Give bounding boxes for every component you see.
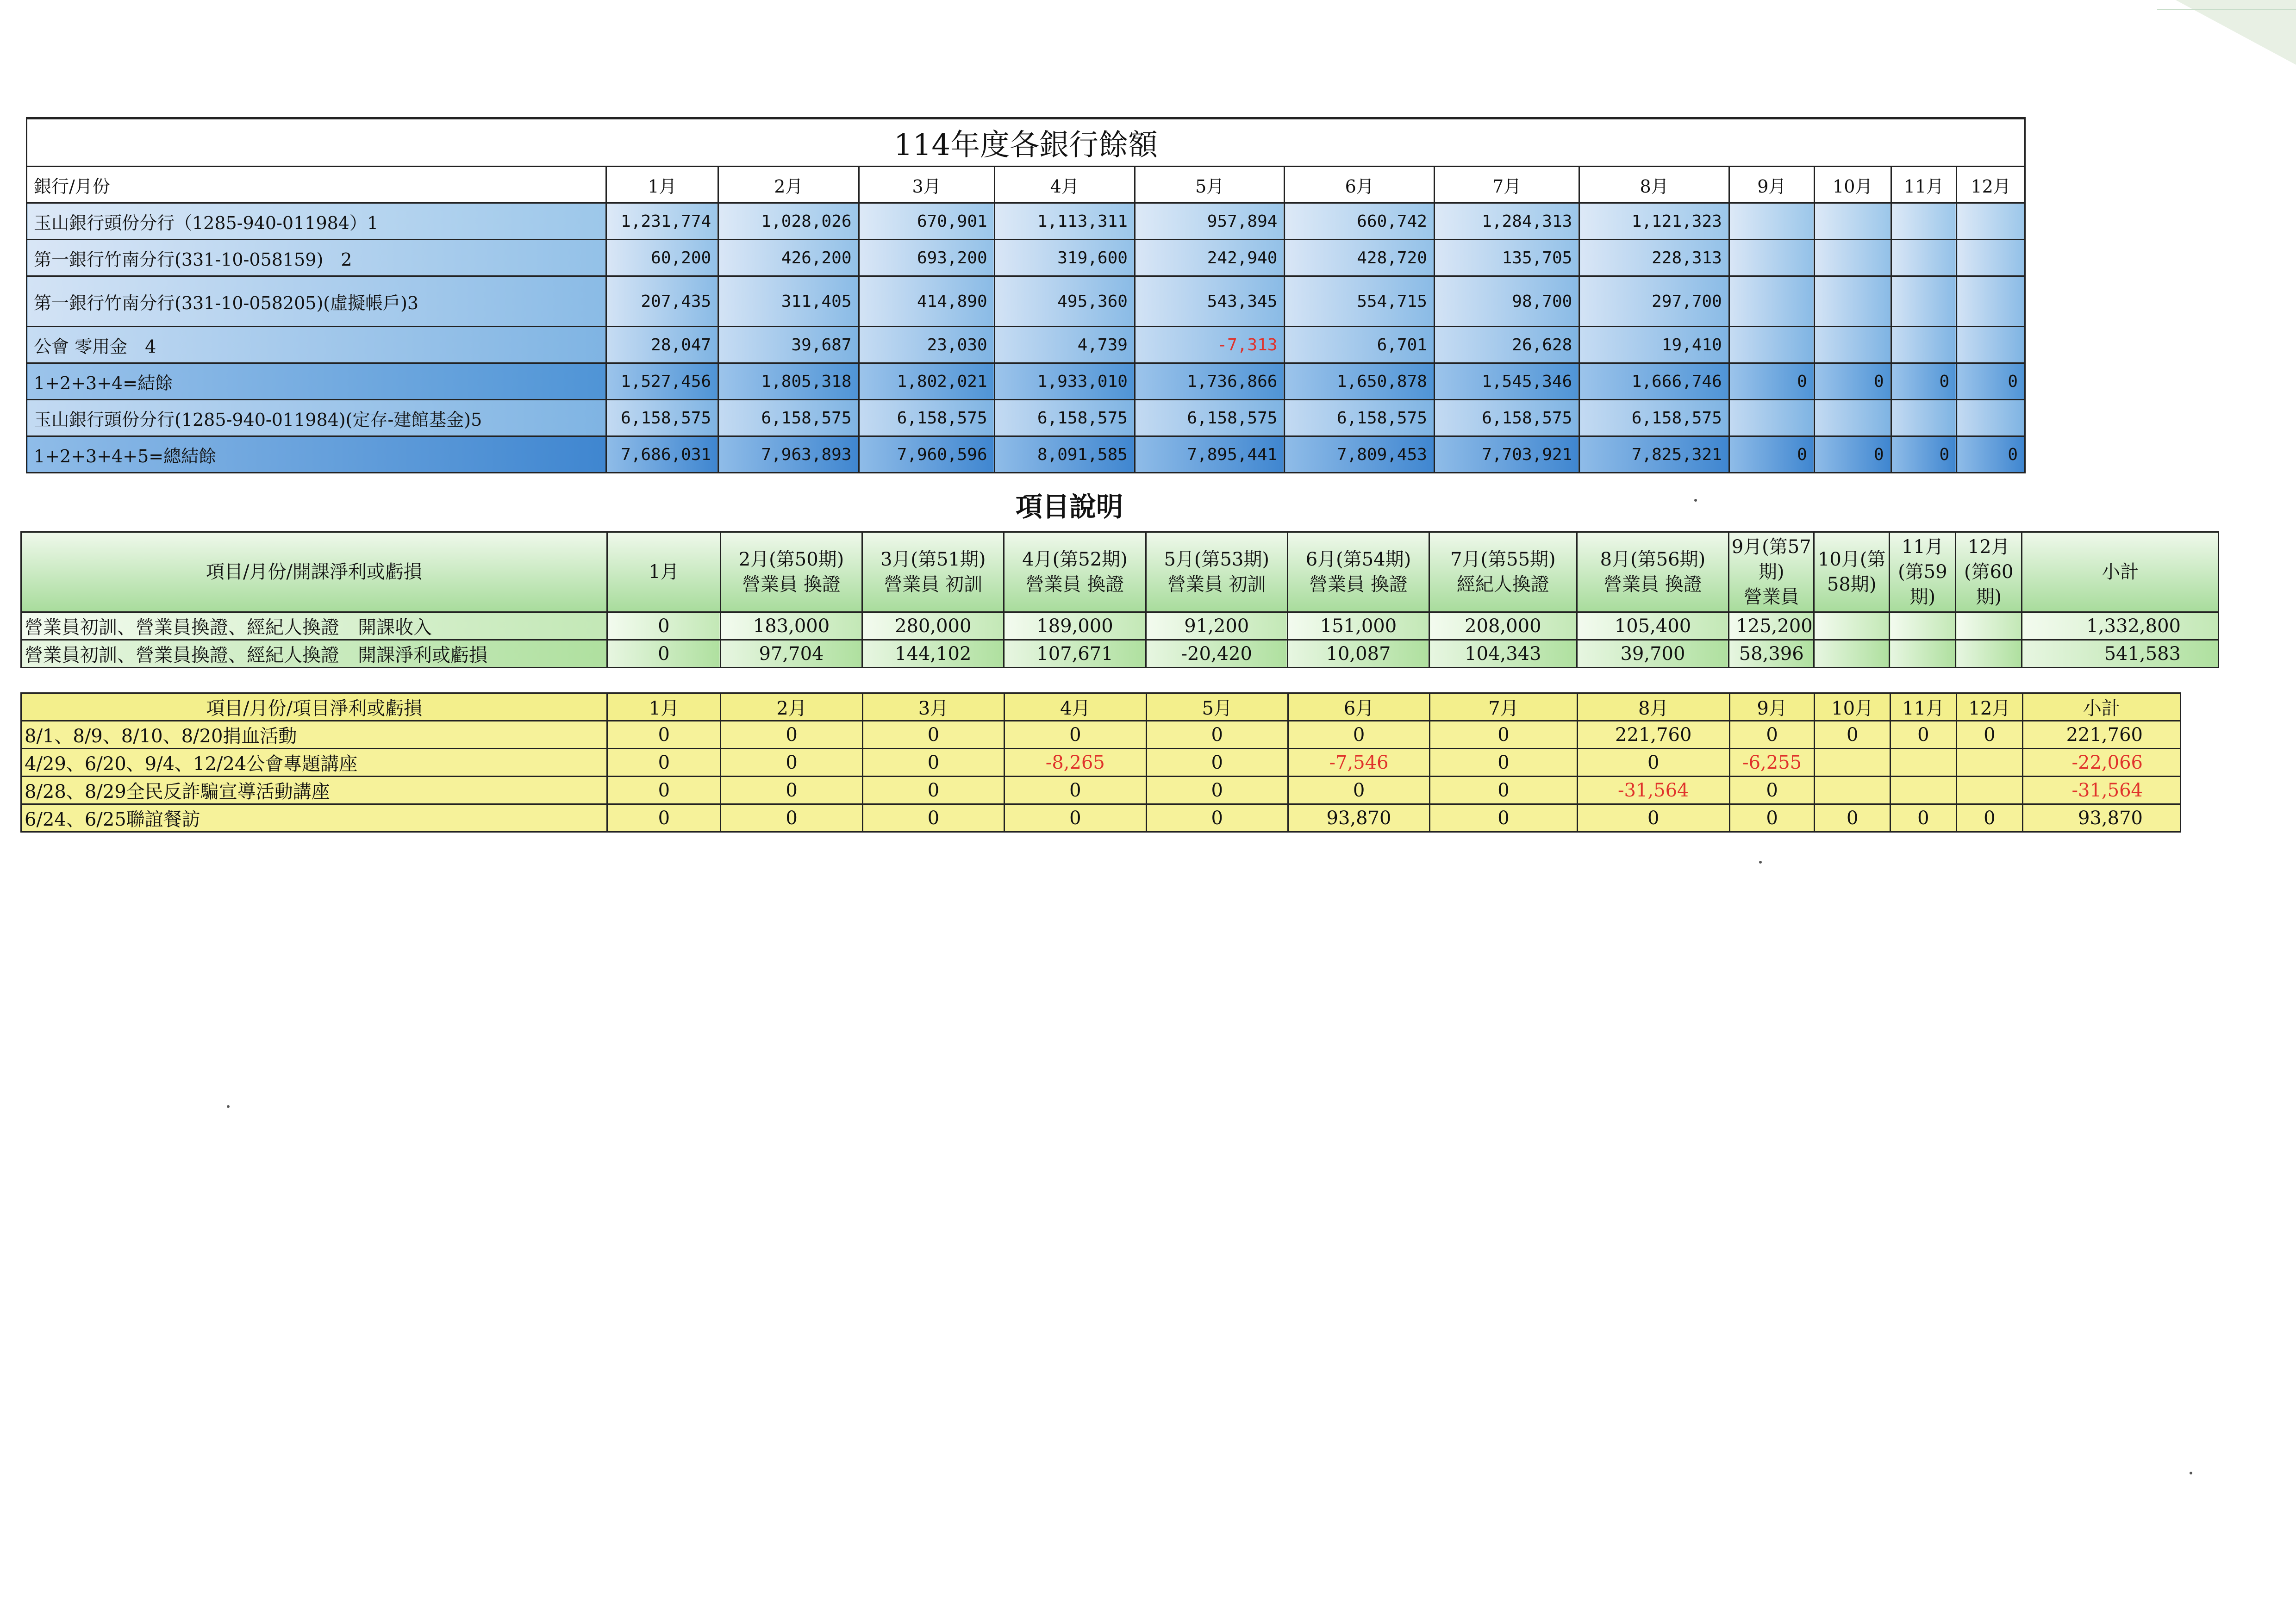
cell-value: 428,720 <box>1285 240 1435 276</box>
page-corner-fold <box>2176 0 2296 65</box>
cell-value: 554,715 <box>1285 276 1435 327</box>
cell-value: 0 <box>1890 804 1956 832</box>
cell-value: 0 <box>1430 804 1578 832</box>
cell-value <box>1729 240 1814 276</box>
cell-value: 297,700 <box>1579 276 1729 327</box>
cell-value <box>1729 327 1814 363</box>
cell-value: 693,200 <box>859 240 994 276</box>
cell-value: 0 <box>1146 749 1288 777</box>
cell-value: 0 <box>1004 721 1146 749</box>
cell-value: 1,231,774 <box>606 203 718 240</box>
cell-value <box>1814 240 1891 276</box>
cell-value <box>1956 612 2022 640</box>
cell-value: 26,628 <box>1434 327 1579 363</box>
cell-value: 242,940 <box>1135 240 1285 276</box>
column-header: 6月 <box>1288 693 1429 721</box>
column-header: 5月(第53期) 營業員 初訓 <box>1146 532 1287 612</box>
cell-value: 58,396 <box>1729 640 1814 668</box>
row-label: 玉山銀行頭份分行（1285-940-011984）1 <box>27 203 606 240</box>
column-header: 1月 <box>607 693 721 721</box>
cell-value: 0 <box>721 721 862 749</box>
cell-value <box>1890 749 1956 777</box>
cell-value: 7,960,596 <box>859 436 994 473</box>
cell-value: 543,345 <box>1135 276 1285 327</box>
cell-value <box>1729 276 1814 327</box>
section-heading: 項目說明 <box>1015 491 1123 522</box>
cell-value: 319,600 <box>994 240 1135 276</box>
cell-value: 98,700 <box>1434 276 1579 327</box>
column-header: 12月(第60期) <box>1956 532 2022 612</box>
column-header: 10月(第58期) <box>1814 532 1890 612</box>
table-row <box>21 749 2181 777</box>
row-label: 營業員初訓、營業員換證、經紀人換證 開課收入 <box>21 612 607 640</box>
column-header: 9月 <box>1729 693 1815 721</box>
cell-value: -31,564 <box>1577 777 1729 804</box>
cell-value: 414,890 <box>859 276 994 327</box>
cell-value: 91,200 <box>1146 612 1287 640</box>
cell-value: 7,895,441 <box>1135 436 1285 473</box>
cell-value: 0 <box>1430 749 1578 777</box>
cell-value: 6,158,575 <box>994 400 1135 436</box>
cell-value <box>1814 327 1891 363</box>
cell-value <box>1890 640 1956 668</box>
cell-value: 28,047 <box>606 327 718 363</box>
column-header: 小計 <box>2022 532 2219 612</box>
cell-value: 1,650,878 <box>1285 363 1435 400</box>
column-header: 12月 <box>1956 693 2022 721</box>
cell-value: 0 <box>1430 721 1578 749</box>
cell-value: 0 <box>862 749 1004 777</box>
scan-speck <box>2190 1472 2192 1474</box>
cell-value: -7,546 <box>1288 749 1429 777</box>
subtotal-cell: 1,332,800 <box>2022 612 2219 640</box>
table-row <box>27 400 2025 436</box>
cell-value: 221,760 <box>1577 721 1729 749</box>
cell-value: 0 <box>1288 777 1429 804</box>
cell-value: 0 <box>607 804 721 832</box>
cell-value: 0 <box>721 804 862 832</box>
cell-value: 7,703,921 <box>1434 436 1579 473</box>
column-header: 銀行/月份 <box>27 167 606 203</box>
cell-value: 97,704 <box>720 640 862 668</box>
course-income-table <box>20 531 2219 668</box>
cell-value: 0 <box>607 721 721 749</box>
column-header: 項目/月份/項目淨利或虧損 <box>21 693 607 721</box>
row-label: 公會 零用金 4 <box>27 327 606 363</box>
cell-value: 6,158,575 <box>1285 400 1435 436</box>
row-label: 4/29、6/20、9/4、12/24公會專題講座 <box>21 749 607 777</box>
cell-value: 228,313 <box>1579 240 1729 276</box>
table-row <box>21 777 2181 804</box>
column-header: 2月 <box>718 167 859 203</box>
cell-value: 189,000 <box>1004 612 1146 640</box>
cell-value: 1,545,346 <box>1434 363 1579 400</box>
cell-value: 39,687 <box>718 327 859 363</box>
row-label: 8/28、8/29全民反詐騙宣導活動講座 <box>21 777 607 804</box>
column-header: 4月 <box>994 167 1135 203</box>
column-header: 4月(第52期) 營業員 換證 <box>1004 532 1146 612</box>
scan-speck <box>227 1105 230 1108</box>
cell-value <box>1956 777 2022 804</box>
cell-value: 1,028,026 <box>718 203 859 240</box>
cell-value: 0 <box>862 804 1004 832</box>
page-edge-line <box>2157 9 2296 10</box>
cell-value: 1,527,456 <box>606 363 718 400</box>
column-header: 3月 <box>859 167 994 203</box>
cell-value <box>1729 203 1814 240</box>
cell-value: 19,410 <box>1579 327 1729 363</box>
row-label: 8/1、8/9、8/10、8/20捐血活動 <box>21 721 607 749</box>
cell-value: 280,000 <box>862 612 1004 640</box>
cell-value: 144,102 <box>862 640 1004 668</box>
cell-value: 0 <box>1815 804 1890 832</box>
cell-value: 0 <box>1890 721 1956 749</box>
cell-value <box>1814 203 1891 240</box>
cell-value: 0 <box>1004 804 1146 832</box>
header-row <box>27 167 2025 203</box>
cell-value <box>1890 612 1956 640</box>
subtotal-cell: 541,583 <box>2022 640 2219 668</box>
table-row <box>27 327 2025 363</box>
cell-value <box>1891 240 1957 276</box>
cell-value: 1,736,866 <box>1135 363 1285 400</box>
cell-value <box>1890 777 1956 804</box>
cell-value <box>1891 203 1957 240</box>
subtotal-cell: 221,760 <box>2022 721 2180 749</box>
cell-value: 6,158,575 <box>1579 400 1729 436</box>
cell-value: -8,265 <box>1004 749 1146 777</box>
cell-value: 6,158,575 <box>859 400 994 436</box>
column-header: 1月 <box>606 167 718 203</box>
cell-value: 0 <box>1957 436 2025 473</box>
cell-value: 151,000 <box>1287 612 1429 640</box>
cell-value: 104,343 <box>1429 640 1577 668</box>
cell-value: 670,901 <box>859 203 994 240</box>
row-label: 第一銀行竹南分行(331-10-058159) 2 <box>27 240 606 276</box>
cell-value: 23,030 <box>859 327 994 363</box>
cell-value: 183,000 <box>720 612 862 640</box>
cell-value: 0 <box>1430 777 1578 804</box>
table-row <box>21 640 2219 668</box>
column-header: 2月(第50期) 營業員 換證 <box>720 532 862 612</box>
cell-value: 1,113,311 <box>994 203 1135 240</box>
column-header: 3月 <box>862 693 1004 721</box>
cell-value <box>1957 400 2025 436</box>
subtotal-cell: 93,870 <box>2022 804 2180 832</box>
cell-value: 0 <box>1729 777 1815 804</box>
project-net-table <box>20 692 2181 833</box>
cell-value: 60,200 <box>606 240 718 276</box>
cell-value: 0 <box>1814 436 1891 473</box>
cell-value: 0 <box>1577 804 1729 832</box>
row-label: 1+2+3+4+5=總結餘 <box>27 436 606 473</box>
cell-value: 0 <box>1146 804 1288 832</box>
column-header: 2月 <box>721 693 862 721</box>
cell-value: 8,091,585 <box>994 436 1135 473</box>
cell-value <box>1815 749 1890 777</box>
column-header: 11月(第59期) <box>1890 532 1956 612</box>
cell-value: 6,701 <box>1285 327 1435 363</box>
column-header: 3月(第51期) 營業員 初訓 <box>862 532 1004 612</box>
cell-value: 6,158,575 <box>1434 400 1579 436</box>
column-header: 9月 <box>1729 167 1814 203</box>
scan-speck <box>1759 861 1762 864</box>
cell-value: 6,158,575 <box>1135 400 1285 436</box>
table-row <box>27 363 2025 400</box>
cell-value: 0 <box>1956 721 2022 749</box>
cell-value: 207,435 <box>606 276 718 327</box>
cell-value: 0 <box>862 721 1004 749</box>
table-row <box>21 721 2181 749</box>
column-header: 11月 <box>1891 167 1957 203</box>
table-row <box>21 804 2181 832</box>
column-header: 8月 <box>1577 693 1729 721</box>
cell-value: 0 <box>1815 721 1890 749</box>
cell-value: 1,284,313 <box>1434 203 1579 240</box>
cell-value: 0 <box>1814 363 1891 400</box>
cell-value: 0 <box>1891 436 1957 473</box>
column-header: 項目/月份/開課淨利或虧損 <box>21 532 607 612</box>
cell-value: 0 <box>1577 749 1729 777</box>
cell-value <box>1956 749 2022 777</box>
cell-value <box>1957 240 2025 276</box>
cell-value: 0 <box>862 777 1004 804</box>
cell-value: 0 <box>721 749 862 777</box>
column-header: 5月 <box>1146 693 1288 721</box>
column-header: 10月 <box>1815 693 1890 721</box>
cell-value: 0 <box>1729 363 1814 400</box>
cell-value: 0 <box>1004 777 1146 804</box>
cell-value: 125,200 <box>1729 612 1814 640</box>
bank-balance-table <box>26 117 2026 473</box>
column-header: 小計 <box>2022 693 2180 721</box>
cell-value <box>1957 276 2025 327</box>
cell-value <box>1957 327 2025 363</box>
cell-value: 660,742 <box>1285 203 1435 240</box>
column-header: 9月(第57期) 營業員 <box>1729 532 1814 612</box>
cell-value <box>1957 203 2025 240</box>
cell-value: 208,000 <box>1429 612 1577 640</box>
header-row <box>21 532 2219 612</box>
cell-value: 0 <box>1729 436 1814 473</box>
cell-value: 0 <box>1146 777 1288 804</box>
table-row <box>27 240 2025 276</box>
cell-value: 6,158,575 <box>606 400 718 436</box>
column-header: 7月(第55期) 經紀人換證 <box>1429 532 1577 612</box>
row-label: 1+2+3+4=結餘 <box>27 363 606 400</box>
table-title-row <box>27 118 2025 167</box>
cell-value: 10,087 <box>1287 640 1429 668</box>
header-row <box>21 693 2181 721</box>
cell-value: 1,933,010 <box>994 363 1135 400</box>
cell-value: -20,420 <box>1146 640 1287 668</box>
cell-value <box>1814 640 1890 668</box>
row-label: 玉山銀行頭份分行(1285-940-011984)(定存-建館基金)5 <box>27 400 606 436</box>
cell-value <box>1891 400 1957 436</box>
cell-value: -7,313 <box>1135 327 1285 363</box>
cell-value: 1,666,746 <box>1579 363 1729 400</box>
column-header: 6月 <box>1285 167 1435 203</box>
cell-value <box>1729 400 1814 436</box>
cell-value <box>1814 276 1891 327</box>
column-header: 4月 <box>1004 693 1146 721</box>
cell-value <box>1956 640 2022 668</box>
subtotal-cell: -31,564 <box>2022 777 2180 804</box>
cell-value: 7,686,031 <box>606 436 718 473</box>
cell-value: 39,700 <box>1577 640 1729 668</box>
cell-value: 426,200 <box>718 240 859 276</box>
cell-value: 4,739 <box>994 327 1135 363</box>
cell-value: 107,671 <box>1004 640 1146 668</box>
cell-value: 495,360 <box>994 276 1135 327</box>
cell-value <box>1814 612 1890 640</box>
cell-value: -6,255 <box>1729 749 1815 777</box>
cell-value: 93,870 <box>1288 804 1429 832</box>
cell-value: 7,963,893 <box>718 436 859 473</box>
table-row <box>27 203 2025 240</box>
cell-value: 0 <box>1146 721 1288 749</box>
column-header: 5月 <box>1135 167 1285 203</box>
cell-value: 0 <box>721 777 862 804</box>
cell-value: 0 <box>1956 804 2022 832</box>
cell-value <box>1815 777 1890 804</box>
row-label: 第一銀行竹南分行(331-10-058205)(虛擬帳戶)3 <box>27 276 606 327</box>
column-header: 7月 <box>1434 167 1579 203</box>
column-header: 8月(第56期) 營業員 換證 <box>1577 532 1729 612</box>
cell-value: 6,158,575 <box>718 400 859 436</box>
cell-value: 0 <box>1729 804 1815 832</box>
cell-value: 0 <box>1288 721 1429 749</box>
column-header: 10月 <box>1814 167 1891 203</box>
table-title: 114年度各銀行餘額 <box>27 118 2025 167</box>
cell-value: 0 <box>607 640 720 668</box>
cell-value: 0 <box>607 777 721 804</box>
row-label: 營業員初訓、營業員換證、經紀人換證 開課淨利或虧損 <box>21 640 607 668</box>
cell-value: 105,400 <box>1577 612 1729 640</box>
column-header: 12月 <box>1957 167 2025 203</box>
column-header: 11月 <box>1890 693 1956 721</box>
column-header: 7月 <box>1430 693 1578 721</box>
column-header: 1月 <box>607 532 720 612</box>
cell-value: 0 <box>1729 721 1815 749</box>
cell-value: 0 <box>1891 363 1957 400</box>
cell-value: 0 <box>607 612 720 640</box>
cell-value: 0 <box>607 749 721 777</box>
column-header: 6月(第54期) 營業員 換證 <box>1287 532 1429 612</box>
table-row <box>27 276 2025 327</box>
cell-value <box>1814 400 1891 436</box>
cell-value: 1,121,323 <box>1579 203 1729 240</box>
cell-value: 1,805,318 <box>718 363 859 400</box>
cell-value: 0 <box>1957 363 2025 400</box>
table-row <box>21 612 2219 640</box>
subtotal-cell: -22,066 <box>2022 749 2180 777</box>
cell-value: 7,825,321 <box>1579 436 1729 473</box>
cell-value: 7,809,453 <box>1285 436 1435 473</box>
table-row <box>27 436 2025 473</box>
column-header: 8月 <box>1579 167 1729 203</box>
cell-value: 1,802,021 <box>859 363 994 400</box>
row-label: 6/24、6/25聯誼餐訪 <box>21 804 607 832</box>
cell-value: 135,705 <box>1434 240 1579 276</box>
cell-value <box>1891 327 1957 363</box>
cell-value: 311,405 <box>718 276 859 327</box>
scan-speck <box>1694 499 1697 502</box>
cell-value: 957,894 <box>1135 203 1285 240</box>
cell-value <box>1891 276 1957 327</box>
